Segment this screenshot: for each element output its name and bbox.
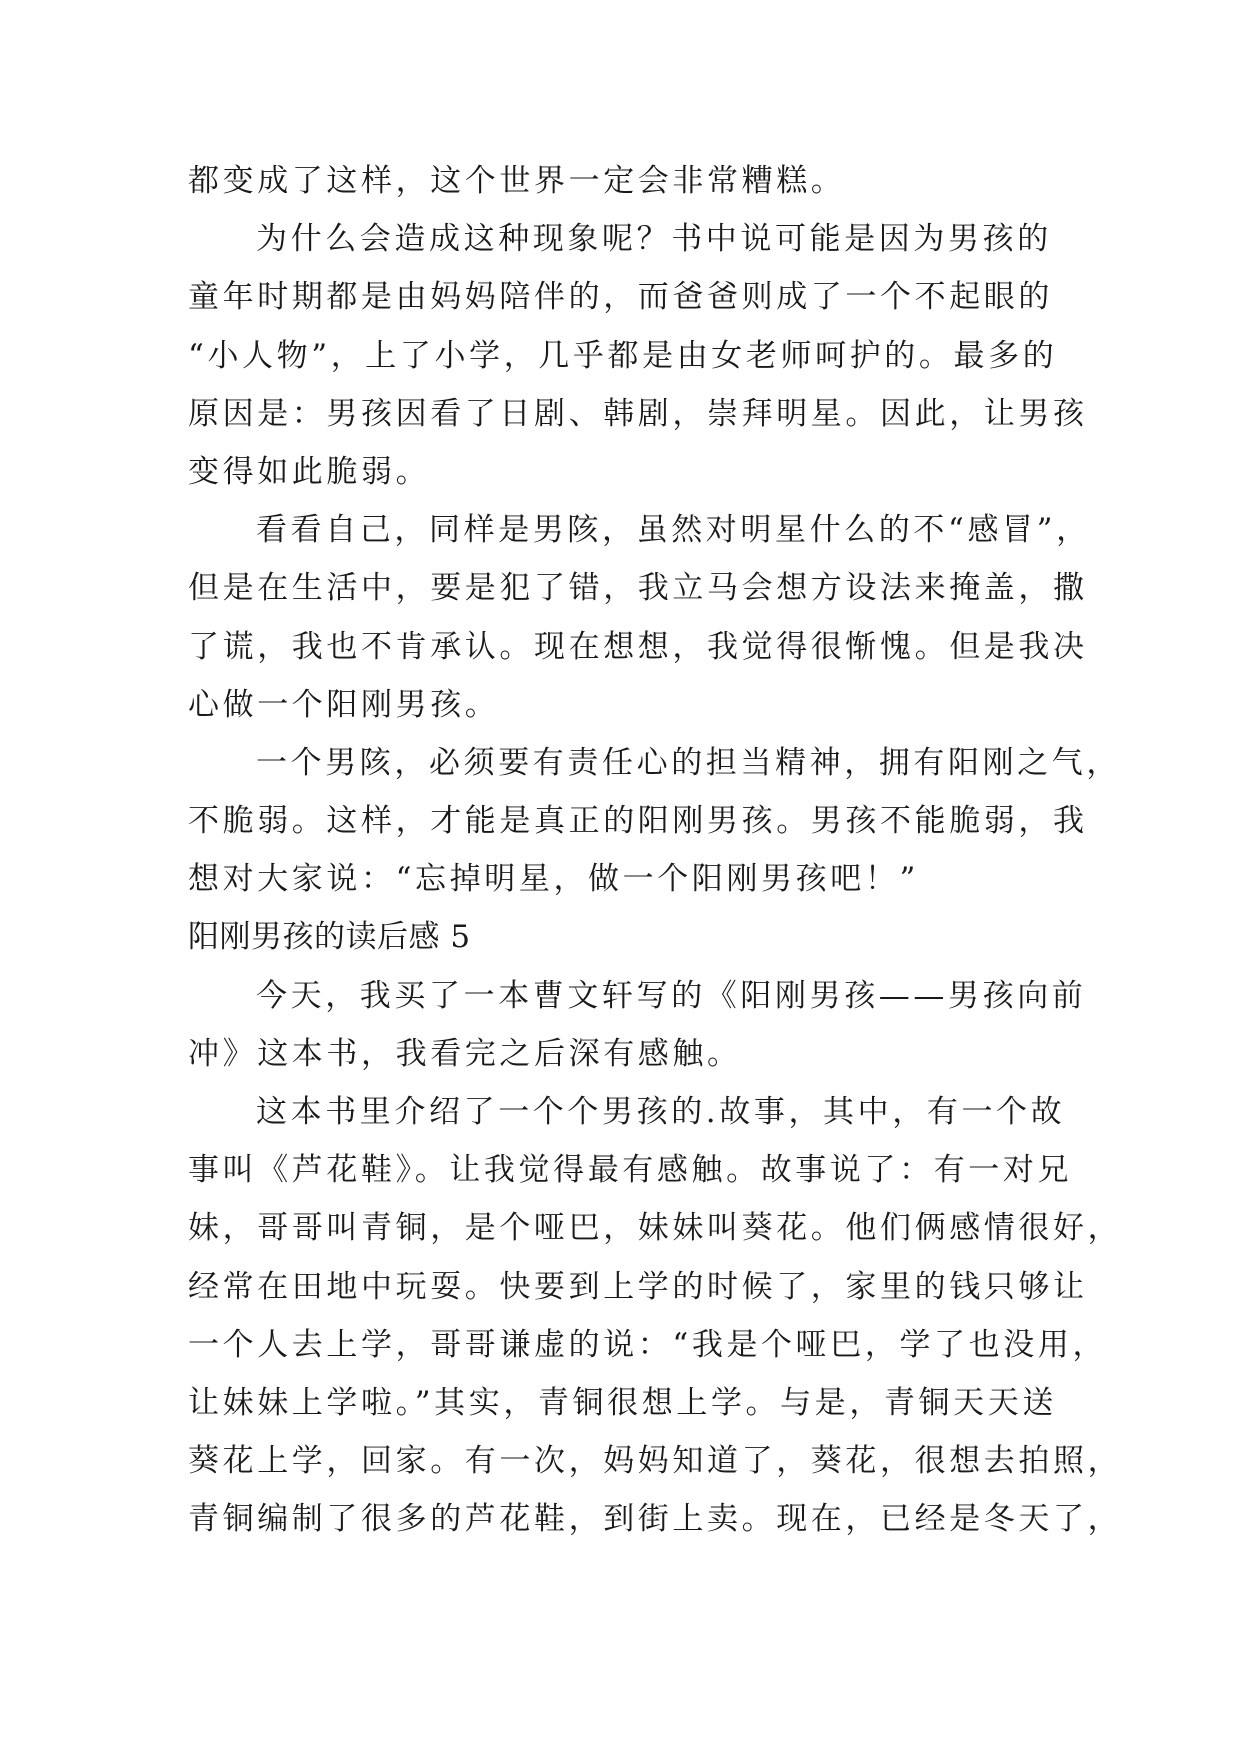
text-line: 葵花上学，回家。有一次，妈妈知道了，葵花，很想去拍照， bbox=[188, 1443, 1123, 1480]
text-line: 妹，哥哥叫青铜，是个哑巴，妹妹叫葵花。他们俩感情很好， bbox=[188, 1210, 1123, 1247]
text-line: 变得如此脆弱。 bbox=[188, 453, 431, 490]
text-line: 都变成了这样，这个世界一定会非常糟糕。 bbox=[188, 163, 846, 199]
text-line: 让妹妹上学啦。”其实，青铜很想上学。与是，青铜天天送 bbox=[188, 1384, 1057, 1421]
text-line: 经常在田地中玩耍。快要到上学的时候了，家里的钱只够让 bbox=[188, 1268, 1088, 1305]
text-line: 青铜编制了很多的芦花鞋，到街上卖。现在，已经是冬天了， bbox=[188, 1501, 1123, 1538]
text-line: 心做一个阳刚男孩。 bbox=[188, 686, 500, 723]
section-heading: 阳刚男孩的读后感 5 bbox=[188, 919, 471, 956]
text-line: 这本书里介绍了一个个男孩的.故事，其中，有一个故 bbox=[256, 1094, 1066, 1130]
text-line: 事叫《芦花鞋》。让我觉得最有感触。故事说了：有一对兄 bbox=[188, 1152, 1073, 1189]
text-line: 一个人去上学，哥哥谦虚的说：“我是个哑巴，学了也没用， bbox=[188, 1326, 1108, 1363]
text-line: “小人物”，上了小学，几乎都是由女老师呵护的。最多的 bbox=[188, 337, 1058, 374]
text-line: 一个男陔，必须要有责任心的担当精神，拥有阳刚之气， bbox=[256, 744, 1121, 781]
text-line: 但是在生活中，要是犯了错，我立马会想方设法来掩盖，撒 bbox=[188, 570, 1088, 607]
text-line: 今天，我买了一本曹文轩写的《阳刚男孩——男孩向前 bbox=[256, 977, 1087, 1014]
text-line: 冲》这本书，我看完之后深有感触。 bbox=[188, 1035, 742, 1072]
text-line: 为什么会造成这种现象呢？书中说可能是因为男孩的 bbox=[256, 221, 1052, 258]
text-line: 原因是：男孩因看了日剧、韩剧，崇拜明星。因此，让男孩 bbox=[188, 395, 1088, 432]
text-line: 看看自己，同样是男陔，虽然对明星什么的不“感冒”， bbox=[256, 512, 1091, 549]
document-body bbox=[188, 152, 1123, 1549]
text-line: 童年时期都是由妈妈陪伴的，而爸爸则成了一个不起眼的 bbox=[188, 279, 1053, 316]
text-line: 想对大家说：“忘掉明星，做一个阳刚男孩吧！” bbox=[188, 861, 919, 898]
text-line: 不脆弱。这样，才能是真正的阳刚男孩。男孩不能脆弱，我 bbox=[188, 803, 1088, 840]
text-line: 了谎，我也不肯承认。现在想想，我觉得很惭愧。但是我决 bbox=[188, 628, 1088, 665]
